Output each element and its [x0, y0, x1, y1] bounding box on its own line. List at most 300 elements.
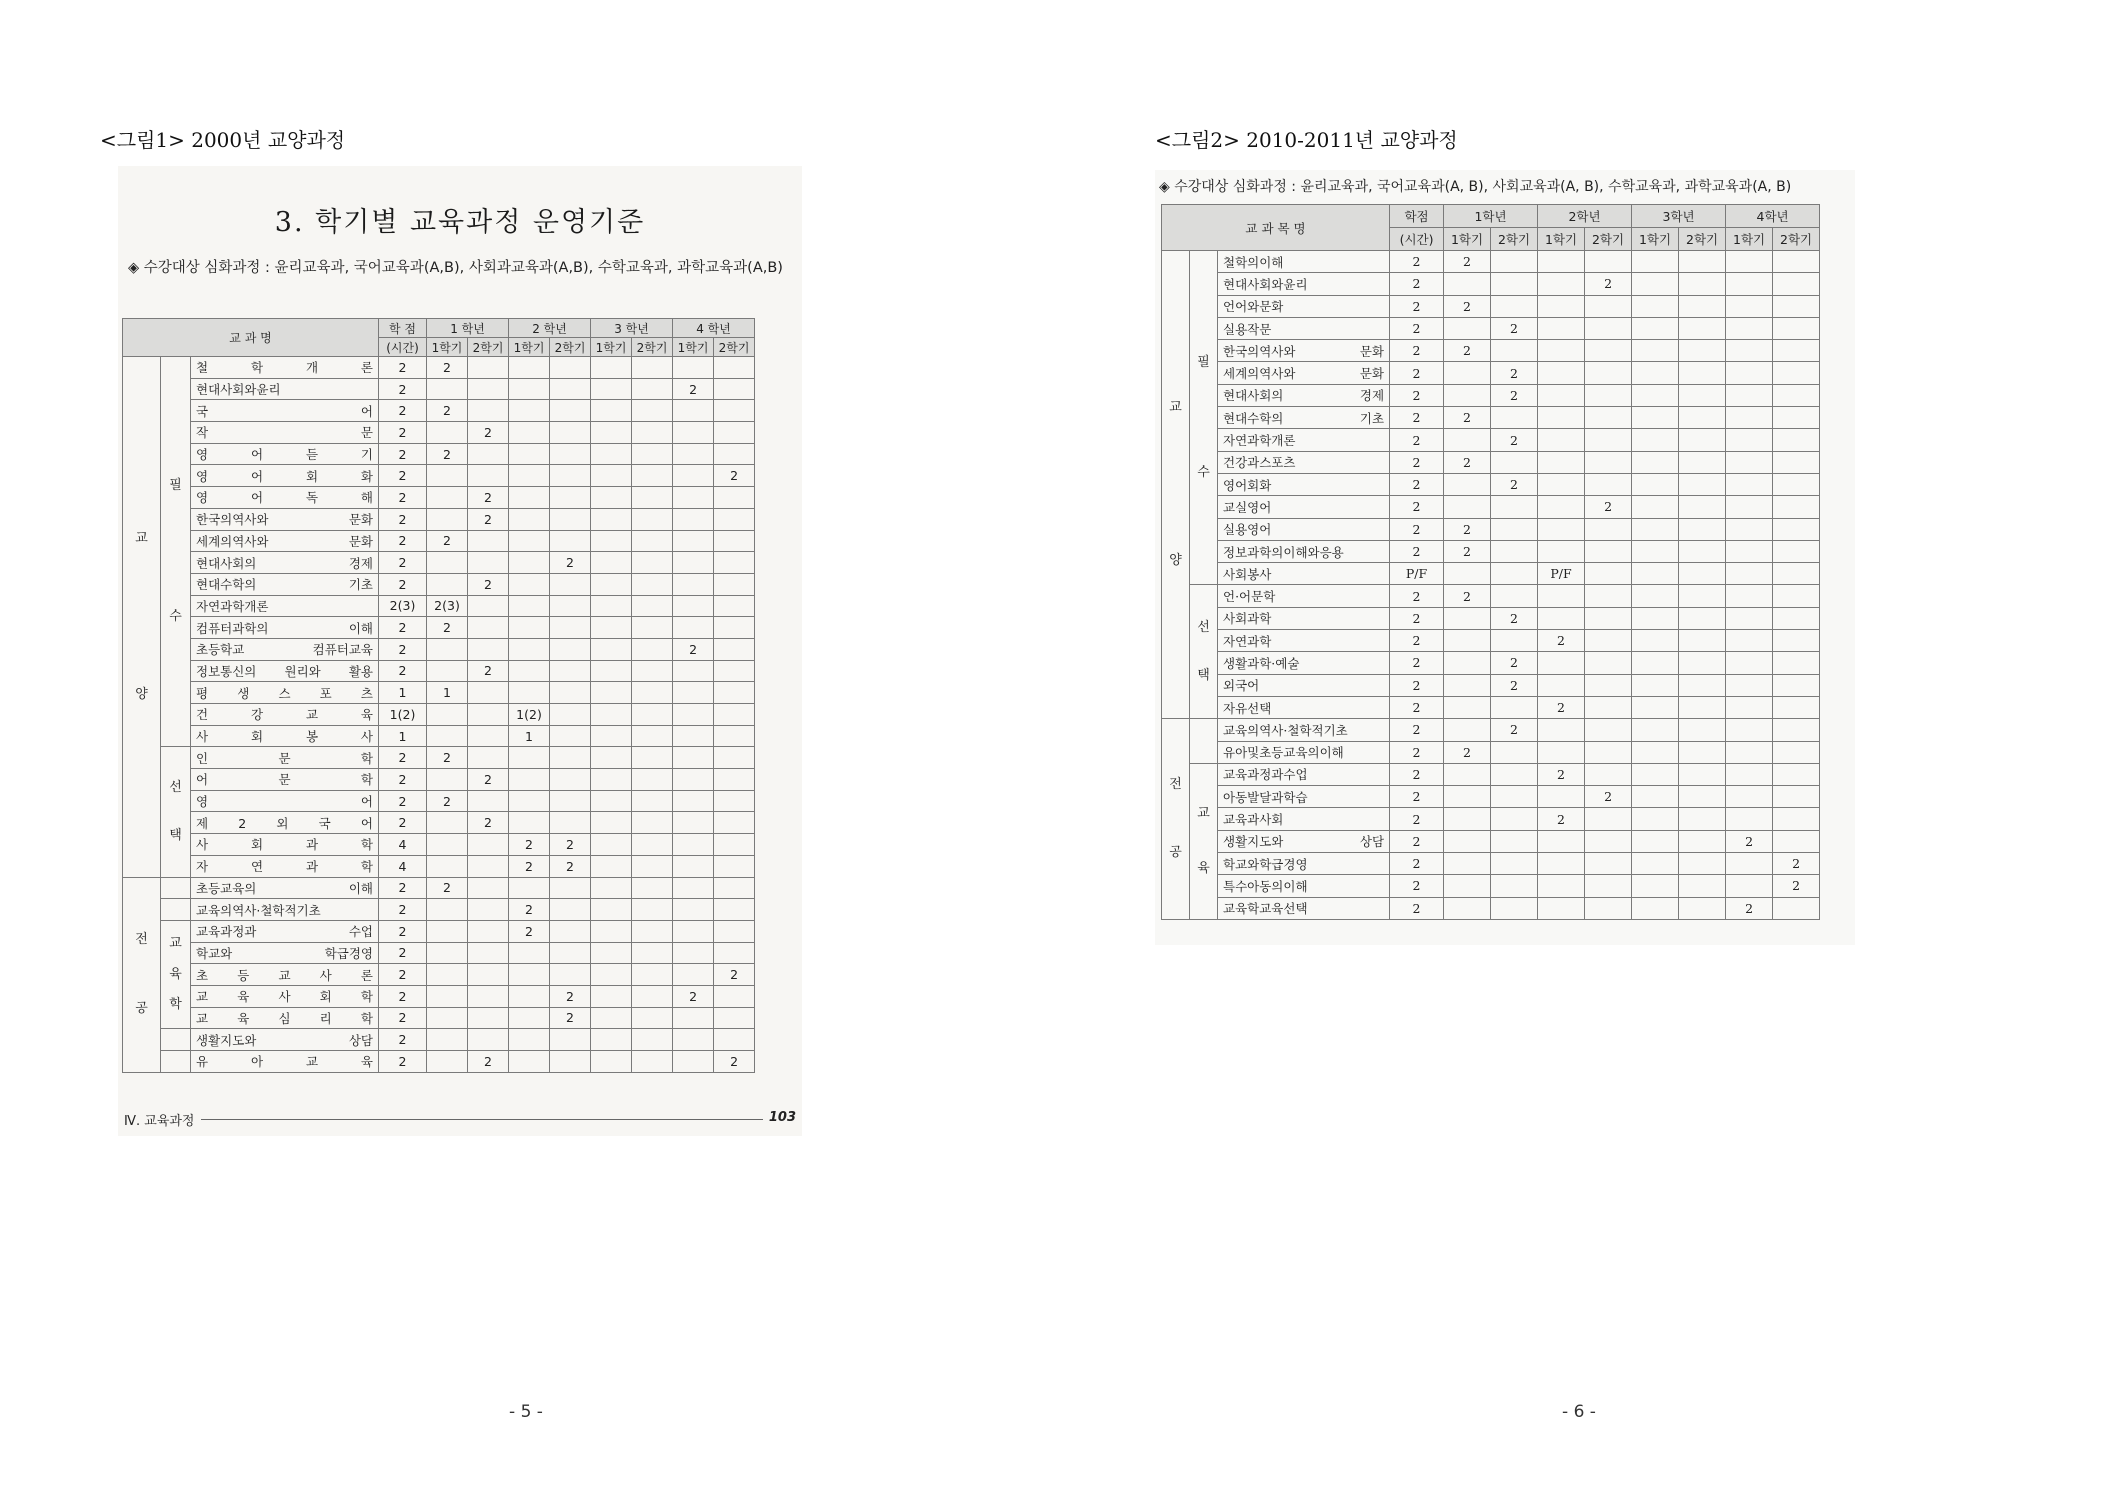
semester-cell: [509, 487, 550, 509]
table-row: [123, 769, 755, 791]
semester-cell: [673, 443, 714, 465]
semester-cell: [1726, 340, 1773, 362]
semester-cell: [632, 552, 673, 574]
course-name: 인 문 학: [191, 747, 379, 769]
credit-cell: 2: [1390, 317, 1444, 339]
semester-cell: 2: [1726, 830, 1773, 852]
semester-cell: [1585, 719, 1632, 741]
semester-cell: [468, 855, 509, 877]
header-semester: 2학기: [1679, 228, 1726, 251]
semester-cell: [1679, 362, 1726, 384]
footer-section-label: Ⅳ. 교육과정: [124, 1110, 201, 1129]
semester-cell: [1773, 786, 1820, 808]
semester-cell: [1632, 273, 1679, 295]
course-name: 정보과학의이해와응용: [1218, 540, 1390, 562]
group-label: 전 공: [1169, 776, 1182, 861]
semester-cell: [427, 985, 468, 1007]
semester-cell: [1585, 652, 1632, 674]
semester-cell: 2: [550, 985, 591, 1007]
semester-cell: [468, 747, 509, 769]
semester-cell: [550, 920, 591, 942]
figure-2-subject-line: ◈ 수강대상 심화과정 : 윤리교육과, 국어교육과(A, B), 사회교육과(A, B), 수학교육과, 과학교육과(A, B): [1159, 179, 1792, 195]
credit-cell: 2: [1390, 429, 1444, 451]
semester-cell: [427, 552, 468, 574]
semester-cell: [468, 942, 509, 964]
course-name: 교육과사회: [1218, 808, 1390, 830]
semester-cell: [673, 747, 714, 769]
semester-cell: [714, 487, 755, 509]
semester-cell: 2: [1491, 362, 1538, 384]
semester-cell: [1773, 607, 1820, 629]
group-label: 교 양: [1169, 400, 1182, 568]
table-row: [1162, 429, 1820, 451]
credit-cell: 2: [1390, 763, 1444, 785]
course-name: 건 강 교 육: [191, 704, 379, 726]
semester-cell: [714, 660, 755, 682]
semester-cell: [1491, 540, 1538, 562]
semester-cell: [632, 638, 673, 660]
semester-cell: [1585, 251, 1632, 273]
semester-cell: 2: [1773, 853, 1820, 875]
semester-cell: 2: [1444, 251, 1491, 273]
semester-cell: 2: [1491, 317, 1538, 339]
semester-cell: [550, 1029, 591, 1051]
semester-cell: [714, 790, 755, 812]
semester-cell: 2: [1491, 473, 1538, 495]
course-name: 영 어 듣 기: [191, 443, 379, 465]
semester-cell: [468, 704, 509, 726]
credit-cell: 2: [1390, 674, 1444, 696]
semester-cell: [632, 443, 673, 465]
header-semester: 1학기: [591, 338, 632, 357]
table-row: [1162, 251, 1820, 273]
semester-cell: [591, 400, 632, 422]
semester-cell: [714, 357, 755, 379]
semester-cell: [1444, 786, 1491, 808]
semester-cell: [427, 638, 468, 660]
semester-cell: [550, 660, 591, 682]
semester-cell: [1773, 808, 1820, 830]
semester-cell: [714, 552, 755, 574]
semester-cell: [632, 573, 673, 595]
semester-cell: [1491, 585, 1538, 607]
header-year-3: 3학년: [1632, 205, 1726, 228]
figure-1-curriculum-table: [122, 318, 755, 1073]
table-row: [123, 638, 755, 660]
semester-cell: [1679, 496, 1726, 518]
semester-cell: [673, 769, 714, 791]
semester-cell: 2(3): [427, 595, 468, 617]
table-row: [1162, 451, 1820, 473]
semester-cell: [1726, 719, 1773, 741]
course-name: 자연과학개론: [1218, 429, 1390, 451]
semester-cell: [714, 530, 755, 552]
credit-cell: 2: [1390, 407, 1444, 429]
footer-rule: [124, 1119, 796, 1120]
semester-cell: [427, 1051, 468, 1073]
semester-cell: [714, 443, 755, 465]
semester-cell: [1773, 340, 1820, 362]
credit-cell: 2: [1390, 808, 1444, 830]
page-number-right: - 6 -: [1562, 1402, 1596, 1422]
semester-cell: [714, 747, 755, 769]
semester-cell: 2: [1491, 429, 1538, 451]
credit-cell: 2: [1390, 630, 1444, 652]
semester-cell: [1773, 518, 1820, 540]
semester-cell: [591, 985, 632, 1007]
semester-cell: [632, 769, 673, 791]
group-label: 선 택: [169, 780, 182, 843]
semester-cell: [1538, 585, 1585, 607]
semester-cell: [1444, 273, 1491, 295]
figure-1-subject-line: ◈ 수강대상 심화과정 : 윤리교육과, 국어교육과(A,B), 사회과교육과(A,B), 수학교육과, 과학교육과(A,B): [128, 260, 783, 276]
semester-cell: [632, 704, 673, 726]
semester-cell: [1585, 607, 1632, 629]
semester-cell: [1491, 808, 1538, 830]
semester-cell: [550, 617, 591, 639]
semester-cell: [1773, 362, 1820, 384]
semester-cell: [1679, 317, 1726, 339]
semester-cell: [1538, 719, 1585, 741]
table-row: [1162, 897, 1820, 919]
semester-cell: [673, 682, 714, 704]
figure-2-scan: [1155, 170, 1855, 945]
semester-cell: [1491, 875, 1538, 897]
semester-cell: 2: [1585, 273, 1632, 295]
course-name: 학교와 학급경영: [191, 942, 379, 964]
semester-cell: 2: [1538, 630, 1585, 652]
semester-cell: [1585, 340, 1632, 362]
table-row: [1162, 808, 1820, 830]
semester-cell: [1726, 585, 1773, 607]
credit-cell: 2: [1390, 496, 1444, 518]
semester-cell: [1726, 786, 1773, 808]
semester-cell: 2: [1491, 652, 1538, 674]
semester-cell: [427, 1007, 468, 1029]
semester-cell: [468, 530, 509, 552]
semester-cell: [550, 443, 591, 465]
course-name: 자유선택: [1218, 696, 1390, 718]
semester-cell: [673, 812, 714, 834]
group-label: 필 수: [169, 478, 182, 625]
semester-cell: [1632, 786, 1679, 808]
header-semester: 1학기: [1632, 228, 1679, 251]
course-name: 초등학교 컴퓨터교육: [191, 638, 379, 660]
semester-cell: 2: [714, 465, 755, 487]
semester-cell: [673, 465, 714, 487]
semester-cell: [591, 725, 632, 747]
semester-cell: [1444, 473, 1491, 495]
semester-cell: [1773, 295, 1820, 317]
semester-cell: [468, 638, 509, 660]
semester-cell: [1538, 273, 1585, 295]
semester-cell: [591, 790, 632, 812]
semester-cell: [1538, 384, 1585, 406]
credit-cell: 1: [379, 682, 427, 704]
table-row: [123, 790, 755, 812]
semester-cell: [1585, 630, 1632, 652]
semester-cell: 1: [509, 725, 550, 747]
semester-cell: [632, 400, 673, 422]
credit-cell: 2: [1390, 853, 1444, 875]
credit-cell: 2: [379, 985, 427, 1007]
semester-cell: [673, 487, 714, 509]
semester-cell: 2: [427, 747, 468, 769]
semester-cell: [468, 378, 509, 400]
credit-cell: 2: [379, 790, 427, 812]
course-name: 언·어문학: [1218, 585, 1390, 607]
semester-cell: 2: [427, 443, 468, 465]
semester-cell: [1726, 317, 1773, 339]
semester-cell: [632, 790, 673, 812]
semester-cell: [1585, 362, 1632, 384]
semester-cell: 2: [1444, 451, 1491, 473]
semester-cell: [1679, 540, 1726, 562]
page-number-left: - 5 -: [509, 1402, 543, 1422]
semester-cell: [550, 964, 591, 986]
semester-cell: [1585, 585, 1632, 607]
semester-cell: [632, 508, 673, 530]
course-name: 실용영어: [1218, 518, 1390, 540]
semester-cell: [673, 942, 714, 964]
semester-cell: [673, 1029, 714, 1051]
semester-cell: [468, 443, 509, 465]
semester-cell: [591, 595, 632, 617]
semester-cell: [673, 877, 714, 899]
semester-cell: [1585, 429, 1632, 451]
table-row: [123, 508, 755, 530]
semester-cell: [673, 790, 714, 812]
semester-cell: [632, 855, 673, 877]
semester-cell: [550, 595, 591, 617]
semester-cell: [673, 899, 714, 921]
semester-cell: [1679, 429, 1726, 451]
course-name: 사회과학: [1218, 607, 1390, 629]
semester-cell: [632, 595, 673, 617]
table-row: [123, 855, 755, 877]
semester-cell: [1679, 607, 1726, 629]
semester-cell: [1632, 719, 1679, 741]
semester-cell: [1491, 696, 1538, 718]
semester-cell: 2: [468, 508, 509, 530]
semester-cell: [1538, 317, 1585, 339]
table-row: [123, 552, 755, 574]
credit-cell: 2: [1390, 384, 1444, 406]
semester-cell: [1773, 317, 1820, 339]
group-blank: [161, 899, 191, 921]
semester-cell: [1632, 384, 1679, 406]
semester-cell: [1726, 853, 1773, 875]
course-name: 한국의역사와 문화: [191, 508, 379, 530]
course-name: 아동발달과학습: [1218, 786, 1390, 808]
semester-cell: [1679, 808, 1726, 830]
course-name: 교육학교육선택: [1218, 897, 1390, 919]
header-semester: 1학기: [1444, 228, 1491, 251]
semester-cell: [468, 899, 509, 921]
semester-cell: [1538, 897, 1585, 919]
semester-cell: [1585, 897, 1632, 919]
semester-cell: [1773, 674, 1820, 696]
header-credit: 학점: [1390, 205, 1444, 228]
semester-cell: [1585, 830, 1632, 852]
semester-cell: [1773, 652, 1820, 674]
semester-cell: [509, 357, 550, 379]
semester-cell: [591, 920, 632, 942]
semester-cell: [1726, 273, 1773, 295]
semester-cell: [1538, 340, 1585, 362]
semester-cell: [1538, 518, 1585, 540]
semester-cell: 2: [1444, 540, 1491, 562]
semester-cell: [1632, 875, 1679, 897]
left-page: [0, 0, 1052, 1488]
semester-cell: [673, 617, 714, 639]
course-name: 생활지도와 상담: [191, 1029, 379, 1051]
course-name: 특수아동의이해: [1218, 875, 1390, 897]
semester-cell: 2: [673, 638, 714, 660]
credit-cell: 2: [379, 942, 427, 964]
semester-cell: [1632, 696, 1679, 718]
header-semester: 2학기: [550, 338, 591, 357]
course-name: 실용작문: [1218, 317, 1390, 339]
credit-cell: 2: [379, 747, 427, 769]
semester-cell: [1773, 630, 1820, 652]
semester-cell: [427, 465, 468, 487]
semester-cell: 2: [550, 552, 591, 574]
semester-cell: [1538, 496, 1585, 518]
group-blank: [1190, 719, 1218, 764]
semester-cell: [1679, 719, 1726, 741]
credit-cell: 2: [379, 964, 427, 986]
semester-cell: [1632, 741, 1679, 763]
semester-cell: [550, 899, 591, 921]
table-row: [1162, 674, 1820, 696]
semester-cell: [550, 465, 591, 487]
credit-cell: 2: [1390, 607, 1444, 629]
semester-cell: [591, 508, 632, 530]
course-name: 영 어: [191, 790, 379, 812]
semester-cell: [1632, 830, 1679, 852]
course-name: 한국의역사와 문화: [1218, 340, 1390, 362]
semester-cell: [1585, 563, 1632, 585]
semester-cell: [1679, 674, 1726, 696]
semester-cell: [1773, 496, 1820, 518]
semester-cell: [509, 443, 550, 465]
semester-cell: [673, 552, 714, 574]
semester-cell: [591, 573, 632, 595]
semester-cell: [468, 682, 509, 704]
course-name: 사회봉사: [1218, 563, 1390, 585]
group-pilsu: [1190, 251, 1218, 585]
semester-cell: [550, 1051, 591, 1073]
semester-cell: 2: [509, 855, 550, 877]
semester-cell: [550, 812, 591, 834]
table-row: [123, 920, 755, 942]
group-jeongong: [123, 877, 161, 1072]
semester-cell: [550, 357, 591, 379]
semester-cell: [632, 1051, 673, 1073]
semester-cell: [591, 877, 632, 899]
semester-cell: [1773, 763, 1820, 785]
semester-cell: [673, 508, 714, 530]
semester-cell: [1726, 540, 1773, 562]
semester-cell: [509, 964, 550, 986]
course-name: 교 육 심 리 학: [191, 1007, 379, 1029]
table-row: [123, 487, 755, 509]
semester-cell: [632, 422, 673, 444]
course-name: 자연과학: [1218, 630, 1390, 652]
semester-cell: [427, 942, 468, 964]
semester-cell: [550, 573, 591, 595]
semester-cell: 2: [714, 1051, 755, 1073]
semester-cell: [1538, 429, 1585, 451]
semester-cell: [509, 985, 550, 1007]
semester-cell: [632, 530, 673, 552]
semester-cell: [1726, 473, 1773, 495]
course-name: 초 등 교 사 론: [191, 964, 379, 986]
semester-cell: [550, 769, 591, 791]
semester-cell: 2: [509, 834, 550, 856]
semester-cell: [1632, 853, 1679, 875]
header-year-2: 2 학년: [509, 319, 591, 338]
semester-cell: 2: [468, 487, 509, 509]
semester-cell: [1585, 473, 1632, 495]
course-name: 교 육 사 회 학: [191, 985, 379, 1007]
course-name: 유아및초등교육의이해: [1218, 741, 1390, 763]
semester-cell: [591, 638, 632, 660]
semester-cell: [427, 769, 468, 791]
semester-cell: [509, 422, 550, 444]
semester-cell: [632, 899, 673, 921]
semester-cell: [1491, 251, 1538, 273]
table-row: [1162, 518, 1820, 540]
semester-cell: [714, 725, 755, 747]
semester-cell: [509, 552, 550, 574]
group-label: 필 수: [1197, 354, 1210, 480]
table-row: [1162, 830, 1820, 852]
table-row: [1162, 473, 1820, 495]
semester-cell: [1538, 875, 1585, 897]
semester-cell: [1726, 407, 1773, 429]
semester-cell: [632, 1007, 673, 1029]
semester-cell: [1444, 763, 1491, 785]
table-row: [1162, 696, 1820, 718]
semester-cell: [1632, 251, 1679, 273]
semester-cell: 2: [427, 400, 468, 422]
table-row: [123, 1007, 755, 1029]
semester-cell: [550, 942, 591, 964]
semester-cell: [1679, 451, 1726, 473]
table-row: [123, 422, 755, 444]
semester-cell: [1585, 674, 1632, 696]
semester-cell: [509, 617, 550, 639]
credit-cell: P/F: [1390, 563, 1444, 585]
semester-cell: [1444, 652, 1491, 674]
semester-cell: [673, 400, 714, 422]
semester-cell: 2: [1491, 719, 1538, 741]
semester-cell: [673, 855, 714, 877]
semester-cell: [468, 400, 509, 422]
table-row: [123, 443, 755, 465]
table-row: [1162, 630, 1820, 652]
semester-cell: [468, 725, 509, 747]
semester-cell: [1491, 786, 1538, 808]
table-row: [123, 834, 755, 856]
table-row: [1162, 295, 1820, 317]
semester-cell: [632, 812, 673, 834]
credit-cell: 2: [1390, 696, 1444, 718]
semester-cell: [1679, 875, 1726, 897]
semester-cell: [550, 877, 591, 899]
